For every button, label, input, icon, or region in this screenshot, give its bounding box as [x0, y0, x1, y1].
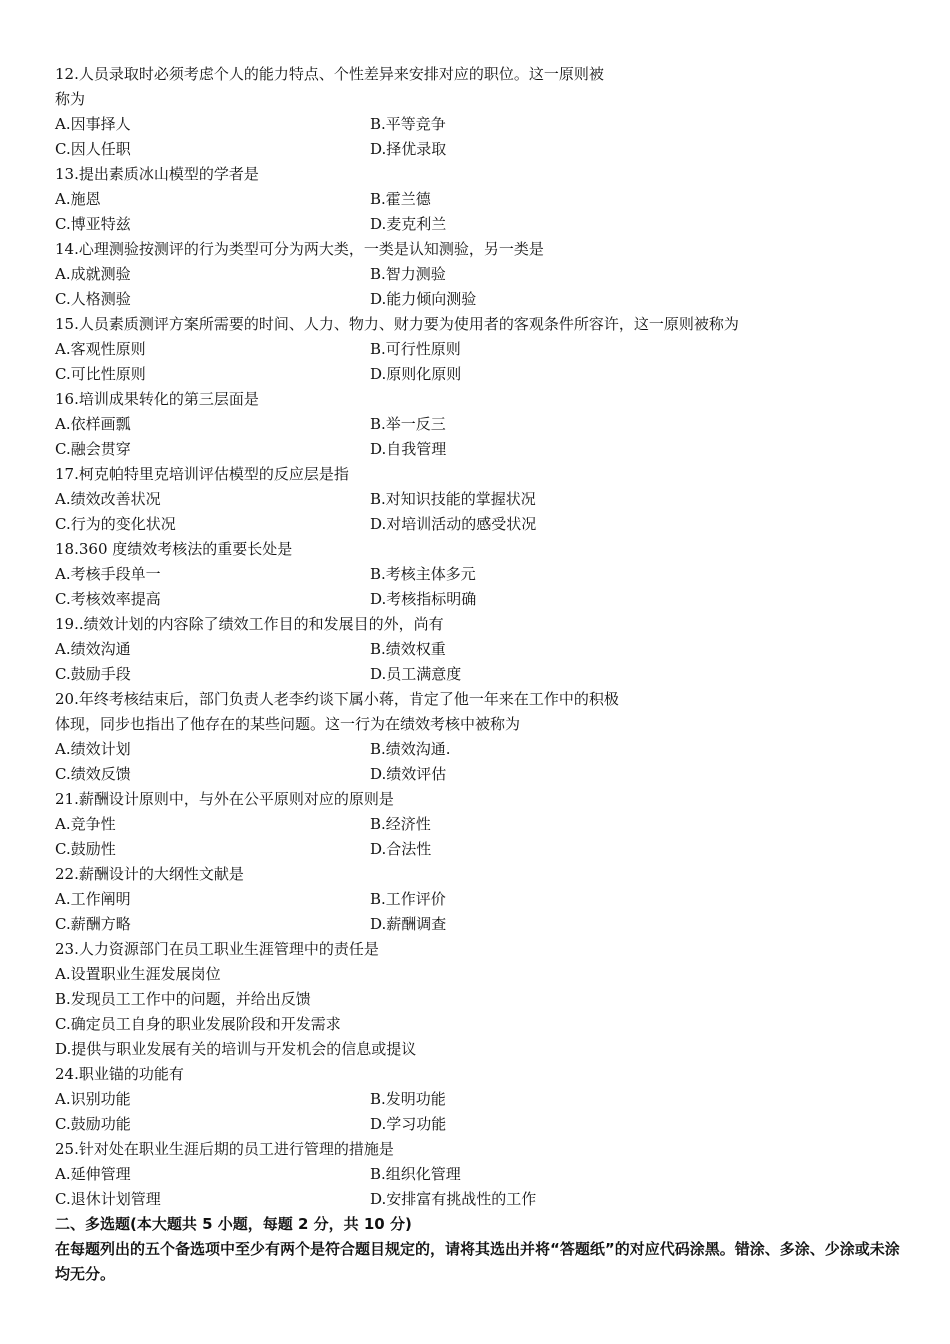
answer-option: D.合法性	[370, 840, 432, 858]
question-block	[55, 787, 905, 862]
option-row	[55, 637, 905, 662]
question-list	[55, 62, 905, 1212]
question-stem: 23.人力资源部门在员工职业生涯管理中的责任是	[55, 940, 379, 958]
answer-option: D.提供与职业发展有关的培训与开发机会的信息或提议	[55, 1040, 417, 1058]
option-row	[55, 262, 905, 287]
question-stem: 称为	[55, 90, 86, 108]
option-row	[55, 437, 905, 462]
option-row	[55, 1112, 905, 1137]
answer-option: D.对培训活动的感受状况	[370, 515, 537, 533]
answer-option: B.经济性	[370, 815, 431, 833]
option-row	[55, 837, 905, 862]
option-row	[55, 412, 905, 437]
answer-option: A.绩效改善状况	[55, 490, 161, 508]
answer-option: A.依样画瓢	[55, 415, 131, 433]
question-block	[55, 1062, 905, 1137]
answer-option: B.工作评价	[370, 890, 446, 908]
answer-option: D.学习功能	[370, 1115, 447, 1133]
option-row	[55, 912, 905, 937]
answer-option: D.能力倾向测验	[370, 290, 477, 308]
answer-option: C.融会贯穿	[55, 440, 131, 458]
question-stem: 15.人员素质测评方案所需要的时间、人力、物力、财力要为使用者的客观条件所容许，这一原则被称为	[55, 315, 739, 333]
answer-option: D.员工满意度	[370, 665, 462, 683]
question-block	[55, 687, 905, 787]
option-row	[55, 187, 905, 212]
option-row	[55, 987, 905, 1012]
question-stem: 14.心理测验按测评的行为类型可分为两大类，一类是认知测验，另一类是	[55, 240, 544, 258]
answer-option: B.智力测验	[370, 265, 446, 283]
answer-option: C.行为的变化状况	[55, 515, 176, 533]
option-row	[55, 212, 905, 237]
answer-option: A.设置职业生涯发展岗位	[55, 965, 221, 983]
option-row	[55, 512, 905, 537]
question-block	[55, 312, 905, 387]
answer-option: D.绩效评估	[370, 765, 447, 783]
question-block	[55, 62, 905, 162]
option-row	[55, 887, 905, 912]
question-stem: 体现，同步也指出了他存在的某些问题。这一行为在绩效考核中被称为	[55, 715, 521, 733]
answer-option: C.人格测验	[55, 290, 131, 308]
answer-option: C.可比性原则	[55, 365, 146, 383]
option-row	[55, 487, 905, 512]
answer-option: B.可行性原则	[370, 340, 461, 358]
question-block	[55, 162, 905, 237]
answer-option: A.绩效计划	[55, 740, 131, 758]
answer-option: C.确定员工自身的职业发展阶段和开发需求	[55, 1015, 341, 1033]
answer-option: B.绩效沟通.	[370, 740, 451, 758]
answer-option: C.鼓励性	[55, 840, 116, 858]
answer-option: B.发明功能	[370, 1090, 446, 1108]
answer-option: B.组织化管理	[370, 1165, 461, 1183]
option-row	[55, 1187, 905, 1212]
answer-option: A.客观性原则	[55, 340, 146, 358]
answer-option: A.因事择人	[55, 115, 131, 133]
question-block	[55, 237, 905, 312]
answer-option: B.对知识技能的掌握状况	[370, 490, 536, 508]
option-row	[55, 662, 905, 687]
answer-option: B.霍兰德	[370, 190, 431, 208]
question-block	[55, 537, 905, 612]
answer-option: C.鼓励手段	[55, 665, 131, 683]
answer-option: D.安排富有挑战性的工作	[370, 1190, 537, 1208]
answer-option: C.博亚特兹	[55, 215, 131, 233]
option-row	[55, 362, 905, 387]
question-block	[55, 612, 905, 687]
answer-option: A.考核手段单一	[55, 565, 161, 583]
answer-option: A.施恩	[55, 190, 101, 208]
answer-option: C.薪酬方略	[55, 915, 131, 933]
answer-option: D.麦克利兰	[370, 215, 447, 233]
answer-option: A.绩效沟通	[55, 640, 131, 658]
option-row	[55, 137, 905, 162]
question-block	[55, 1137, 905, 1212]
answer-option: B.考核主体多元	[370, 565, 476, 583]
answer-option: A.竞争性	[55, 815, 116, 833]
answer-option: D.自我管理	[370, 440, 447, 458]
answer-option: C.鼓励功能	[55, 1115, 131, 1133]
option-row	[55, 1037, 905, 1062]
question-block	[55, 462, 905, 537]
option-row	[55, 812, 905, 837]
option-row	[55, 112, 905, 137]
answer-option: C.绩效反馈	[55, 765, 131, 783]
question-block	[55, 387, 905, 462]
answer-option: C.考核效率提高	[55, 590, 161, 608]
answer-option: A.识别功能	[55, 1090, 131, 1108]
question-stem: 16.培训成果转化的第三层面是	[55, 390, 259, 408]
answer-option: B.绩效权重	[370, 640, 446, 658]
answer-option: B.举一反三	[370, 415, 446, 433]
question-stem: 17.柯克帕特里克培训评估模型的反应层是指	[55, 465, 349, 483]
option-row	[55, 1087, 905, 1112]
answer-option: C.退休计划管理	[55, 1190, 161, 1208]
option-row	[55, 562, 905, 587]
answer-option: A.延伸管理	[55, 1165, 131, 1183]
question-stem: 13.提出素质冰山模型的学者是	[55, 165, 259, 183]
answer-option: A.工作阐明	[55, 890, 131, 908]
question-stem: 19..绩效计划的内容除了绩效工作目的和发展目的外，尚有	[55, 615, 444, 633]
question-stem: 25.针对处在职业生涯后期的员工进行管理的措施是	[55, 1140, 394, 1158]
question-stem: 18.360 度绩效考核法的重要长处是	[55, 540, 293, 558]
section-instructions: 在每题列出的五个备选项中至少有两个是符合题目规定的，请将其选出并将“答题纸”的对应代码涂黑。错涂、多涂、少涂或未涂均无分。	[55, 1240, 900, 1283]
question-stem: 24.职业锚的功能有	[55, 1065, 184, 1083]
option-row	[55, 762, 905, 787]
question-stem: 12.人员录取时必须考虑个人的能力特点、个性差异来安排对应的职位。这一原则被	[55, 65, 604, 83]
option-row	[55, 587, 905, 612]
exam-page	[55, 62, 905, 1287]
answer-option: C.因人任职	[55, 140, 131, 158]
answer-option: A.成就测验	[55, 265, 131, 283]
answer-option: D.择优录取	[370, 140, 447, 158]
option-row	[55, 337, 905, 362]
question-block	[55, 862, 905, 937]
question-stem: 20.年终考核结束后，部门负责人老李约谈下属小蒋，肯定了他一年来在工作中的积极	[55, 690, 619, 708]
answer-option: B.平等竞争	[370, 115, 446, 133]
option-row	[55, 287, 905, 312]
question-block	[55, 937, 905, 1062]
question-stem: 21.薪酬设计原则中，与外在公平原则对应的原则是	[55, 790, 394, 808]
section-title: 二、多选题(本大题共 5 小题，每题 2 分，共 10 分)	[55, 1215, 412, 1233]
answer-option: D.薪酬调查	[370, 915, 447, 933]
option-row	[55, 1162, 905, 1187]
option-row	[55, 1012, 905, 1037]
answer-option: D.原则化原则	[370, 365, 462, 383]
option-row	[55, 737, 905, 762]
answer-option: D.考核指标明确	[370, 590, 477, 608]
question-stem: 22.薪酬设计的大纲性文献是	[55, 865, 244, 883]
option-row	[55, 962, 905, 987]
answer-option: B.发现员工工作中的问题，并给出反馈	[55, 990, 311, 1008]
